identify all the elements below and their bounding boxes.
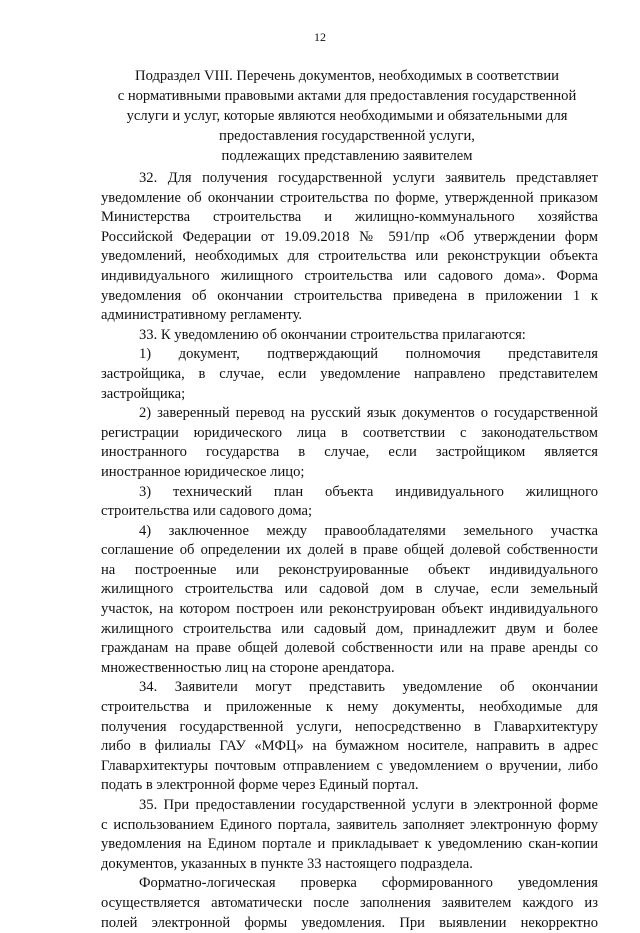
list-item-3 [101,483,598,522]
text-line: 34. Заявители могут представить уведомление об окончании [139,679,598,696]
text-line: подать в электронной форме через Единый портал. [101,777,419,794]
text-line: Главархитектуры почтовым отправлением с уведомлением о вручении, либо [101,757,598,774]
document-body [101,169,598,933]
text-line: множественностью лиц на стороне арендатора. [101,659,395,676]
text-line: 33. К уведомлению об окончании строительства прилагаются: [139,326,526,343]
text-line: участок, на котором построен или реконструирован объект индивидуального [101,601,598,618]
text-line: соглашение об определении их долей в праве общей долевой собственности [101,542,598,559]
text-line: иностранное юридическое лицо; [101,463,305,480]
text-line: Министерства строительства и жилищно-коммунального хозяйства [101,209,598,226]
paragraph-35 [101,796,598,874]
text-line: строительства или садового дома; [101,503,313,520]
text-line: на построенные или реконструированные объект индивидуального [101,561,598,578]
text-line: уведомлений, необходимых для строительства или реконструкции объекта [101,248,598,265]
text-line: строительства и приложенные к нему документы, необходимые для [101,699,598,716]
text-line: 32. Для получения государственной услуги заявитель представляет [139,170,598,186]
list-item-4 [101,522,598,679]
section-heading [96,66,598,166]
text-line: 2) заверенный перевод на русский язык документов о государственной [139,405,598,422]
text-line: документов, указанных в пункте 33 настоящего подраздела. [101,855,473,872]
paragraph-32 [101,169,598,326]
heading-line: услуги и услуг, которые являются необходимыми и обязательными для [126,108,568,124]
paragraph-33 [101,326,598,346]
text-line: уведомления об окончании строительства приведена в приложении 1 к [101,287,598,304]
text-line: иностранного государства в случае, если застройщиком является [101,444,598,461]
text-line: 1) документ, подтверждающий полномочия представителя [139,346,598,363]
text-line: административному регламенту. [101,307,303,324]
text-line: 35. При предоставлении государственной услуги в электронной форме [139,797,598,813]
text-line: уведомление об окончании строительства по форме, утвержденной приказом [101,189,598,206]
text-line: уведомления на Едином портале и прикладывает к уведомлению скан-копии [101,836,598,853]
text-line: гражданам на праве общей долевой собственности или на праве аренды со [101,640,598,657]
paragraph-format-check [101,874,598,933]
text-line: 3) технический план объекта индивидуального жилищного [139,483,598,500]
text-line: полей электронной формы уведомления. При выявлении некорректно [101,914,598,931]
list-item-2 [101,404,598,482]
text-line: с использованием Единого портала, заявитель заполняет электронную форму [101,816,598,833]
text-line: жилищного строительства или садовой дом в случае, если земельный [101,581,598,598]
text-line: Российской Федерации от 19.09.2018 № 591/пр «Об утверждении форм [101,228,598,245]
text-line: жилищного строительства или садовый дом, принадлежит двум и более [101,620,598,637]
heading-line: предоставления государственной услуги, [219,128,475,144]
list-item-1 [101,345,598,404]
text-line: застройщика; [101,385,186,402]
text-line: Форматно-логическая проверка сформированного уведомления [139,875,598,892]
text-line: получения государственной услуги, непосредственно в Главархитектуру [101,718,598,735]
heading-line: подлежащих представлению заявителем [221,148,473,164]
text-line: застройщика, в случае, если уведомление направлено представителем [101,365,598,382]
text-line: либо в филиалы ГАУ «МФЦ» на бумажном носителе, направить в адрес [101,738,598,755]
text-line: индивидуального жилищного строительства или садового дома». Форма [101,267,598,284]
page-number: 12 [314,30,326,44]
heading-line: Подраздел VIII. Перечень документов, необходимых в соответствии [135,68,559,84]
text-line: регистрации юридического лица в соответствии с законодательством [101,424,598,441]
text-line: 4) заключенное между правообладателями земельного участка [139,522,598,539]
heading-line: с нормативными правовыми актами для предоставления государственной [117,88,577,104]
text-line: осуществляется автоматически после заполнения заявителем каждого из [101,894,598,911]
paragraph-34 [101,678,598,796]
